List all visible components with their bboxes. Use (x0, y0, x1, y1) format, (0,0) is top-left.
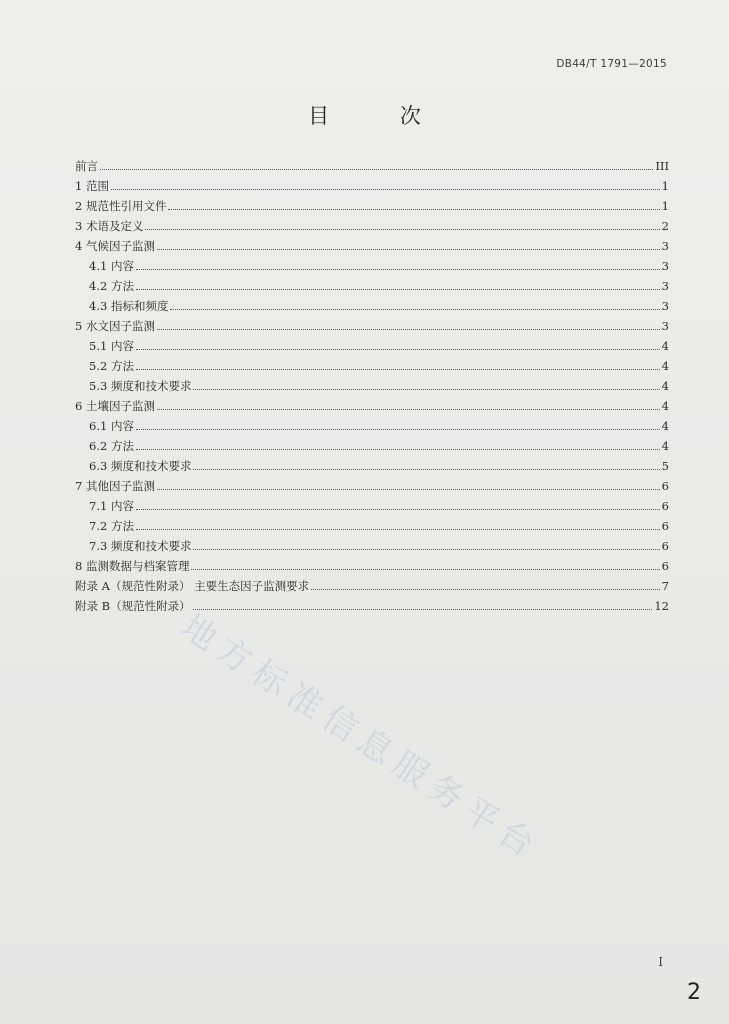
toc-leader-dots (136, 529, 660, 530)
toc-leader-dots (170, 309, 659, 310)
toc-entry[interactable] (75, 333, 669, 353)
toc-entry-page: 3 (661, 319, 669, 333)
toc-entry[interactable] (75, 233, 669, 253)
toc-entry-label: 5.2 方法 (89, 359, 134, 373)
toc-leader-dots (157, 409, 660, 410)
toc-entry-page: 12 (654, 599, 669, 613)
toc-entry[interactable] (75, 513, 669, 533)
toc-leader-dots (193, 549, 659, 550)
page-title: 目 次 (308, 104, 453, 128)
toc-entry[interactable] (75, 553, 669, 573)
toc-entry[interactable] (75, 273, 669, 293)
toc-entry[interactable] (75, 433, 669, 453)
toc-leader-dots (157, 489, 660, 490)
toc-entry-label: 5.3 频度和技术要求 (89, 379, 192, 393)
toc-entry-label: 2 规范性引用文件 (75, 199, 167, 213)
toc-leader-dots (111, 189, 660, 190)
toc-entry-label: 6.1 内容 (89, 419, 134, 433)
toc-entry-page: 1 (661, 199, 669, 213)
toc-entry-page: 4 (661, 359, 669, 373)
scan-page-number: 2 (687, 980, 701, 1005)
toc-leader-dots (193, 469, 659, 470)
toc-leader-dots (136, 349, 660, 350)
toc-entry[interactable] (75, 593, 669, 613)
toc-entry-page: 6 (661, 559, 669, 573)
toc-leader-dots (145, 229, 659, 230)
toc-entry-label: 前言 (75, 159, 98, 173)
toc-entry-page: 3 (661, 239, 669, 253)
toc-leader-dots (193, 389, 659, 390)
toc-leader-dots (168, 209, 659, 210)
page-number: I (658, 955, 663, 969)
toc-entry-page: 6 (661, 519, 669, 533)
toc-entry[interactable] (75, 253, 669, 273)
toc-entry-page: 7 (661, 579, 669, 593)
toc-entry-label: 4.2 方法 (89, 279, 134, 293)
toc-leader-dots (136, 369, 660, 370)
toc-entry[interactable] (75, 413, 669, 433)
toc-entry[interactable] (75, 173, 669, 193)
toc-entry[interactable] (75, 393, 669, 413)
toc-entry[interactable] (75, 533, 669, 553)
toc-leader-dots (136, 429, 660, 430)
toc-entry[interactable] (75, 193, 669, 213)
toc-entry-page: 6 (661, 479, 669, 493)
toc-entry-label: 7.2 方法 (89, 519, 134, 533)
table-of-contents (75, 153, 669, 613)
toc-entry-page: 4 (661, 439, 669, 453)
toc-entry-label: 6 土壤因子监测 (75, 399, 155, 413)
toc-entry-page: 6 (661, 539, 669, 553)
toc-leader-dots (100, 169, 653, 170)
toc-entry-label: 4.1 内容 (89, 259, 134, 273)
watermark-text: 地方标准信息服务平台 (173, 606, 548, 870)
toc-leader-dots (157, 249, 660, 250)
toc-entry[interactable] (75, 573, 669, 593)
toc-entry-label: 1 范围 (75, 179, 109, 193)
toc-entry[interactable] (75, 453, 669, 473)
toc-leader-dots (136, 269, 660, 270)
toc-leader-dots (157, 329, 660, 330)
toc-entry-label: 7 其他因子监测 (75, 479, 155, 493)
standard-code: DB44/T 1791—2015 (556, 58, 667, 70)
toc-leader-dots (136, 449, 660, 450)
toc-entry[interactable] (75, 353, 669, 373)
toc-entry-label: 7.1 内容 (89, 499, 134, 513)
toc-entry-label: 7.3 频度和技术要求 (89, 539, 192, 553)
toc-entry-page: 5 (661, 459, 669, 473)
toc-leader-dots (311, 589, 660, 590)
toc-entry[interactable] (75, 473, 669, 493)
toc-entry-page: 4 (661, 419, 669, 433)
toc-entry-label: 4 气候因子监测 (75, 239, 155, 253)
toc-entry-page: 4 (661, 399, 669, 413)
toc-leader-dots (193, 609, 653, 610)
toc-entry-label: 附录 A（规范性附录） 主要生态因子监测要求 (75, 579, 310, 593)
toc-entry-label: 附录 B（规范性附录） (75, 599, 191, 613)
toc-entry-label: 5.1 内容 (89, 339, 134, 353)
toc-entry-label: 5 水文因子监测 (75, 319, 155, 333)
toc-entry-page: 4 (661, 379, 669, 393)
toc-entry-page: 4 (661, 339, 669, 353)
toc-entry-page: 3 (661, 279, 669, 293)
toc-entry-page: 3 (661, 299, 669, 313)
toc-entry-page: 1 (661, 179, 669, 193)
toc-leader-dots (136, 289, 660, 290)
toc-entry-label: 6.2 方法 (89, 439, 134, 453)
toc-entry-page: 2 (661, 219, 669, 233)
toc-entry-label: 4.3 指标和频度 (89, 299, 169, 313)
toc-entry-label: 8 监测数据与档案管理 (75, 559, 190, 573)
toc-entry-page: 3 (661, 259, 669, 273)
toc-entry[interactable] (75, 493, 669, 513)
toc-entry-label: 3 术语及定义 (75, 219, 144, 233)
toc-entry[interactable] (75, 373, 669, 393)
toc-entry-page: III (655, 159, 669, 173)
toc-entry[interactable] (75, 213, 669, 233)
toc-entry[interactable] (75, 313, 669, 333)
toc-entry-label: 6.3 频度和技术要求 (89, 459, 192, 473)
toc-leader-dots (136, 509, 660, 510)
toc-entry-page: 6 (661, 499, 669, 513)
toc-entry[interactable] (75, 293, 669, 313)
toc-leader-dots (191, 569, 659, 570)
toc-entry[interactable] (75, 153, 669, 173)
